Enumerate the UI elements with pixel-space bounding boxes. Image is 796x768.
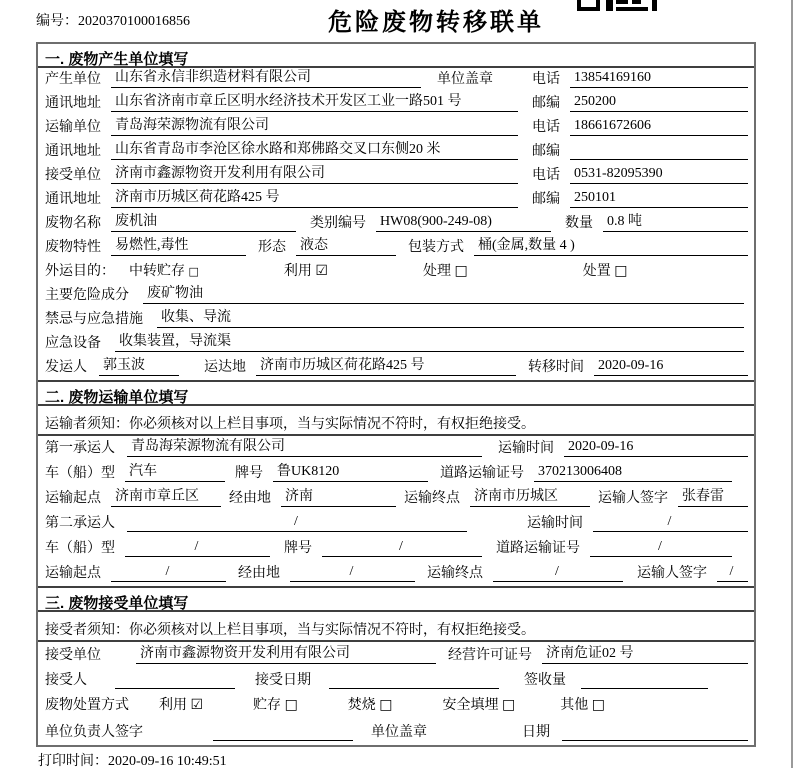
print-time: [38, 750, 227, 768]
row-consignor: [38, 356, 754, 380]
producer-zip-label: 邮编: [532, 96, 560, 111]
category-code-label: 类别编号: [310, 216, 366, 231]
print-time-value: 2020-09-16 10:49:51: [108, 754, 227, 768]
transporter-unit-left: [45, 114, 532, 136]
vehicle-type-label: 车（船）型: [45, 466, 115, 481]
producer-phone-value: 13854169160: [570, 70, 748, 88]
row-acceptor: [38, 668, 754, 693]
disposal-utilize-label: 利用: [159, 698, 187, 713]
row-first-carrier: [38, 436, 754, 461]
vehicle-type2-label: 车（船）型: [45, 541, 115, 556]
row-emergency-equipment: [38, 332, 754, 356]
receiver-zip-label: 邮编: [532, 192, 560, 207]
transporter-signature2-value: /: [717, 564, 748, 582]
disposal-other-label: 其他: [560, 698, 589, 713]
transport-origin2-value: /: [111, 564, 226, 582]
producer-address-label: 通讯地址: [45, 96, 101, 111]
transport-terminus-value: 济南市历城区: [470, 485, 590, 507]
checkbox-utilize: ☑: [315, 263, 328, 279]
row-waste-name: [38, 212, 754, 236]
transporter-zip-label: 邮编: [532, 144, 560, 159]
transporter-address-left: [45, 138, 532, 160]
checkbox-disposal-store: □: [284, 697, 298, 713]
via-place-label: 经由地: [229, 491, 271, 506]
purpose-treat-label: 处理: [422, 264, 451, 279]
contraindication-label: 禁忌与应急措施: [45, 312, 143, 327]
receiver-unit-left: [45, 162, 532, 184]
serial-value: 2020370100016856: [78, 14, 190, 29]
road-transport-cert2-label: 道路运输证号: [496, 541, 580, 556]
checkbox-transfer-storage: □: [188, 265, 199, 278]
receiver-zip-group: [532, 188, 748, 208]
destination-value: 济南市历城区荷花路425 号: [256, 354, 516, 376]
disposal-landfill-label: 安全填埋: [442, 698, 499, 713]
row-vehicle-type-2: [38, 536, 754, 561]
transport-origin2-label: 运输起点: [45, 566, 101, 581]
section1-title: 一. 废物产生单位填写: [38, 44, 754, 68]
producer-phone-label: 电话: [532, 72, 560, 87]
checkbox-treat: □: [454, 263, 468, 279]
row-producer-unit: [38, 68, 754, 92]
waste-form-value: 液态: [296, 234, 396, 256]
producer-zip-value: 250200: [570, 94, 748, 112]
receiver-unit-value: 济南市鑫源物资开发利用有限公司: [111, 162, 518, 184]
transporter-phone-group: [532, 116, 748, 136]
purpose-option-dispose: [583, 260, 628, 280]
row-transporter-address: [38, 140, 754, 164]
purpose-option-treat: [423, 260, 468, 280]
unit-seal2-label: 单位盖章: [371, 725, 427, 740]
date-value: [562, 726, 748, 741]
manifest-form: [36, 42, 756, 747]
row-transport-route-2: [38, 561, 754, 586]
waste-property-value: 易燃性,毒性: [111, 234, 246, 256]
checkbox-disposal-incinerate: □: [379, 697, 393, 713]
accept-date-label: 接受日期: [255, 673, 311, 688]
transport-origin-label: 运输起点: [45, 491, 101, 506]
disposal-option-incinerate: [348, 694, 393, 714]
acceptor-value: [115, 674, 235, 689]
consignor-value: 郭玉波: [99, 354, 179, 376]
transport-time2-label: 运输时间: [527, 516, 583, 531]
transporter-zip-group: [532, 140, 748, 160]
transporter-address-label: 通讯地址: [45, 144, 101, 159]
section2-title: 二. 废物运输单位填写: [38, 380, 754, 406]
row-transporter-unit: [38, 116, 754, 140]
receiver-phone-group: [532, 164, 748, 184]
transfer-time-label: 转移时间: [528, 360, 584, 375]
quantity-label: 数量: [565, 216, 593, 231]
transport-terminus2-value: /: [493, 564, 623, 582]
receiver-unit-label: 接受单位: [45, 168, 101, 183]
producer-phone-group: [532, 68, 748, 88]
row-contraindication: [38, 308, 754, 332]
checkbox-dispose: □: [614, 263, 628, 279]
producer-unit-label: 产生单位: [45, 72, 101, 87]
license-number-value: 济南危证02 号: [542, 642, 748, 664]
received-amount-label: 签收量: [524, 673, 566, 688]
first-carrier-label: 第一承运人: [45, 441, 115, 456]
outbound-purpose-label: 外运目的：: [45, 264, 115, 279]
plate-number-label: 牌号: [235, 466, 263, 481]
disposal-option-other: [560, 694, 605, 714]
disposal-incinerate-label: 焚烧: [347, 698, 376, 713]
receiver-zip-value: 250101: [570, 190, 748, 208]
row-second-carrier: [38, 511, 754, 536]
row-responsible-signature: [38, 718, 754, 745]
row-accepting-unit: [38, 642, 754, 668]
transport-time-value: 2020-09-16: [564, 439, 748, 457]
receiver-phone-label: 电话: [532, 168, 560, 183]
serial-number: [36, 10, 190, 30]
accepting-unit-value: 济南市鑫源物资开发利用有限公司: [136, 642, 436, 664]
responsible-signature-label: 单位负责人签字: [45, 725, 143, 740]
transport-origin-value: 济南市章丘区: [111, 485, 221, 507]
second-carrier-label: 第二承运人: [45, 516, 115, 531]
transporter-notice: 运输者须知：你必须核对以上栏目事项，当与实际情况不符时，有权拒绝接受。: [38, 406, 754, 436]
disposal-store-label: 贮存: [253, 698, 282, 713]
received-amount-value: [581, 674, 708, 689]
second-carrier-value: /: [127, 514, 467, 532]
transport-time-label: 运输时间: [498, 441, 554, 456]
accept-date-value: [329, 674, 499, 689]
hazard-component-label: 主要危险成分: [45, 288, 129, 303]
disposal-option-utilize: [159, 694, 203, 714]
transport-time2-value: /: [593, 514, 748, 532]
road-transport-cert-label: 道路运输证号: [440, 466, 524, 481]
receiver-phone-value: 0531-82095390: [570, 166, 748, 184]
purpose-option-transfer-storage: [129, 260, 199, 280]
section3-title: 三. 废物接受单位填写: [38, 586, 754, 612]
purpose-dispose-label: 处置: [582, 264, 611, 279]
emergency-equipment-value: 收集装置，导流渠: [115, 330, 744, 352]
hazard-component-value: 废矿物油: [143, 282, 744, 304]
purpose-utilize-label: 利用: [283, 264, 312, 279]
road-transport-cert-value: 370213006408: [534, 464, 732, 482]
row-hazard-component: [38, 284, 754, 308]
quantity-value: 0.8 吨: [603, 210, 748, 232]
transporter-signature-value: 张春雷: [678, 485, 748, 507]
row-receiver-address: [38, 188, 754, 212]
acceptor-label: 接受人: [45, 673, 87, 688]
transfer-time-value: 2020-09-16: [594, 358, 748, 376]
accepting-unit-label: 接受单位: [45, 648, 101, 663]
transport-terminus2-label: 运输终点: [427, 566, 483, 581]
transporter-phone-value: 18661672606: [570, 118, 748, 136]
purpose-option-utilize: [284, 260, 328, 280]
transporter-signature-label: 运输人签字: [598, 491, 668, 506]
purpose-transfer-storage-label: 中转贮存: [129, 264, 185, 279]
transporter-address-value: 山东省青岛市李沧区徐水路和郑佛路交叉口东侧20 米: [111, 138, 518, 160]
row-producer-address: [38, 92, 754, 116]
waste-name-label: 废物名称: [45, 216, 101, 231]
transporter-zip-value: [570, 145, 748, 160]
row-disposal-method: [38, 693, 754, 718]
plate-number-value: 鲁UK8120: [273, 460, 428, 482]
checkbox-disposal-other: □: [591, 697, 605, 713]
date-label: 日期: [522, 725, 550, 740]
waste-name-value: 废机油: [111, 210, 296, 232]
row-transport-route-1: [38, 486, 754, 511]
waste-property-label: 废物特性: [45, 240, 101, 255]
producer-unit-value: 山东省永信非织造材料有限公司: [111, 66, 421, 88]
row-receiver-unit: [38, 164, 754, 188]
page-title: 危险废物转移联单: [328, 9, 544, 36]
transporter-unit-label: 运输单位: [45, 120, 101, 135]
waste-form-label: 形态: [258, 240, 286, 255]
receiver-notice: 接受者须知：你必须核对以上栏目事项，当与实际情况不符时，有权拒绝接受。: [38, 612, 754, 642]
producer-zip-group: [532, 92, 748, 112]
responsible-signature-value: [213, 726, 353, 741]
plate-number2-label: 牌号: [284, 541, 312, 556]
destination-label: 运达地: [204, 360, 246, 375]
checkbox-disposal-utilize: ☑: [190, 697, 204, 713]
checkbox-disposal-landfill: □: [502, 697, 516, 713]
disposal-option-store: [253, 694, 298, 714]
row-waste-property: [38, 236, 754, 260]
serial-label: 编号：: [36, 14, 78, 29]
row-outbound-purpose: [38, 260, 754, 284]
disposal-option-landfill: [443, 694, 516, 714]
emergency-equipment-label: 应急设备: [45, 336, 101, 351]
vehicle-type2-value: /: [125, 539, 270, 557]
print-time-label: 打印时间：: [38, 754, 108, 768]
road-transport-cert2-value: /: [590, 539, 732, 557]
transporter-phone-label: 电话: [532, 120, 560, 135]
producer-address-left: [45, 90, 532, 112]
receiver-address-left: [45, 186, 532, 208]
producer-unit-left: [45, 66, 532, 88]
packing-method-label: 包装方式: [408, 240, 464, 255]
transporter-signature2-label: 运输人签字: [637, 566, 707, 581]
producer-address-value: 山东省济南市章丘区明水经济技术开发区工业一路501 号: [111, 90, 518, 112]
receiver-address-value: 济南市历城区荷花路425 号: [111, 186, 518, 208]
via-place2-value: /: [290, 564, 415, 582]
plate-number2-value: /: [322, 539, 482, 557]
license-number-label: 经营许可证号: [448, 648, 532, 663]
unit-seal-label: 单位盖章: [437, 72, 493, 87]
contraindication-value: 收集、导流: [157, 306, 744, 328]
transport-terminus-label: 运输终点: [404, 491, 460, 506]
row-vehicle-type-1: [38, 461, 754, 486]
consignor-label: 发运人: [45, 360, 87, 375]
page-right-edge: [791, 0, 793, 768]
category-code-value: HW08(900-249-08): [376, 214, 551, 232]
vehicle-type-value: 汽车: [125, 460, 225, 482]
receiver-address-label: 通讯地址: [45, 192, 101, 207]
via-place2-label: 经由地: [238, 566, 280, 581]
first-carrier-value: 青岛海荣源物流有限公司: [127, 435, 482, 457]
qr-code-fragment: [577, 0, 659, 12]
transporter-unit-value: 青岛海荣源物流有限公司: [111, 114, 518, 136]
packing-method-value: 桶(金属,数量 4 ): [474, 234, 748, 256]
disposal-method-label: 废物处置方式: [45, 698, 129, 713]
via-place-value: 济南: [281, 485, 396, 507]
